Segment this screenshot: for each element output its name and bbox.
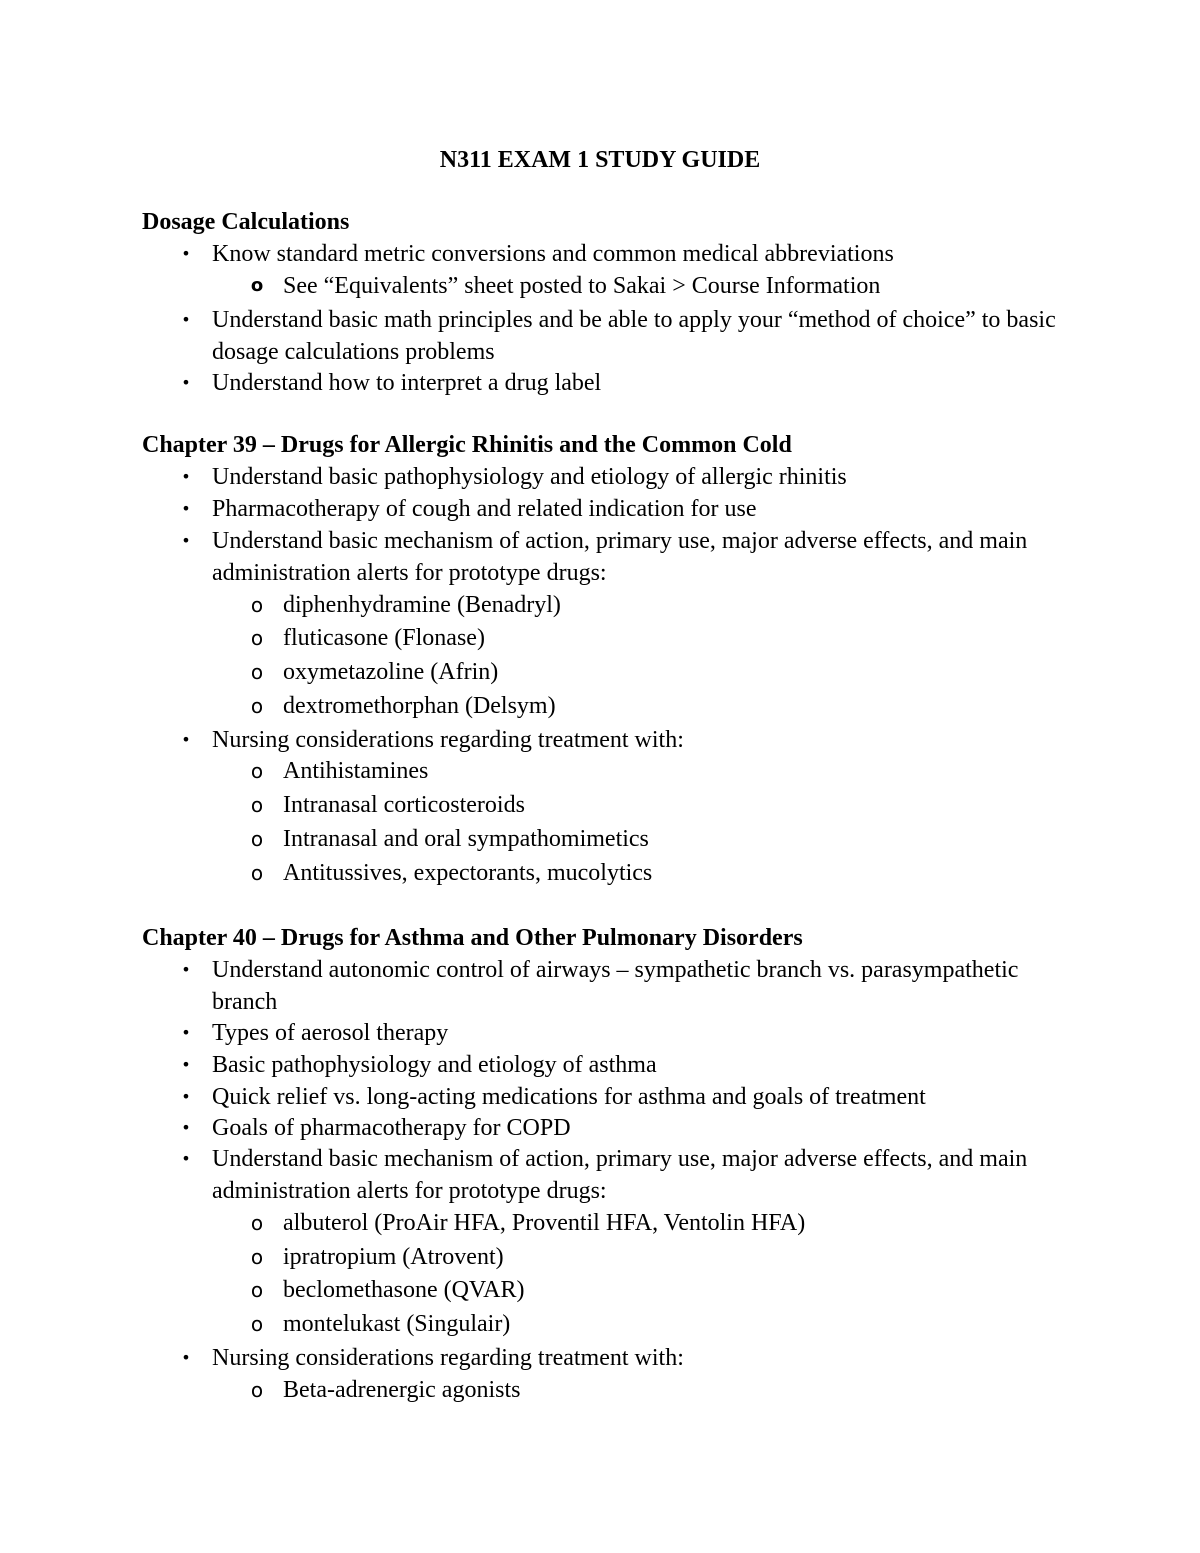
- sub-list-item-text: See “Equivalents” sheet posted to Sakai > Course Information: [283, 273, 881, 299]
- list-item: [181, 954, 1072, 1018]
- sub-bullet-icon: o: [250, 759, 264, 783]
- list-item-text: Understand basic pathophysiology and etiology of allergic rhinitis: [212, 464, 847, 490]
- sub-bullet-icon: o: [250, 1312, 264, 1336]
- sub-list-item-text: dextromethorphan (Delsym): [283, 693, 556, 719]
- sub-list-item: [250, 755, 1083, 787]
- bullet-icon: •: [181, 499, 191, 518]
- bullet-icon: •: [181, 1087, 191, 1106]
- sub-bullet-icon: o: [250, 1211, 264, 1235]
- list-item: [181, 1017, 1072, 1049]
- sub-list-item-text: Antitussives, expectorants, mucolytics: [283, 860, 653, 886]
- sub-list-item: [250, 589, 1083, 621]
- sub-list-item: [250, 1274, 1083, 1306]
- section-heading-dosage-calculations: Dosage Calculations: [142, 209, 350, 235]
- sub-list-item: [250, 1308, 1083, 1340]
- page-title: N311 EXAM 1 STUDY GUIDE: [439, 147, 761, 173]
- bullet-icon: •: [181, 960, 191, 979]
- sub-list-item-text: albuterol (ProAir HFA, Proventil HFA, Ventolin HFA): [283, 1210, 806, 1236]
- sub-list-item: [250, 1374, 1083, 1406]
- list-item: [181, 1049, 1072, 1081]
- sub-bullet-icon: o: [250, 793, 264, 817]
- sub-bullet-icon: o: [250, 827, 264, 851]
- sub-list-item: [250, 823, 1083, 855]
- sub-bullet-icon: o: [250, 626, 264, 650]
- sub-list-item-text: Antihistamines: [283, 758, 429, 784]
- list-item-text: Types of aerosol therapy: [212, 1020, 449, 1046]
- list-item-text: Quick relief vs. long-acting medications for asthma and goals of treatment: [212, 1084, 926, 1110]
- sub-list-item-text: Beta-adrenergic agonists: [283, 1377, 521, 1403]
- list-item: [181, 1081, 1072, 1113]
- list-item: [181, 238, 1072, 270]
- list-item: [181, 367, 1072, 399]
- sub-list-item-text: diphenhydramine (Benadryl): [283, 592, 561, 618]
- list-item-text: Basic pathophysiology and etiology of asthma: [212, 1052, 657, 1078]
- sub-bullet-icon: o: [250, 593, 264, 617]
- sub-list-item: [250, 690, 1083, 722]
- sub-list-item: [250, 1241, 1083, 1273]
- sub-bullet-icon: o: [250, 275, 264, 296]
- sub-bullet-icon: o: [250, 861, 264, 885]
- section-heading-chapter-40: Chapter 40 – Drugs for Asthma and Other Pulmonary Disorders: [142, 925, 803, 951]
- sub-list-item-text: fluticasone (Flonase): [283, 625, 485, 651]
- bullet-icon: •: [181, 1348, 191, 1367]
- list-item-text: Understand basic mechanism of action, primary use, major adverse effects, and main administration alerts for prototype drugs:: [212, 528, 1028, 586]
- list-item-text: Understand how to interpret a drug label: [212, 370, 602, 396]
- sub-list-item: [250, 857, 1083, 889]
- sub-bullet-icon: o: [250, 1278, 264, 1302]
- list-item-text: Nursing considerations regarding treatment with:: [212, 727, 684, 753]
- list-item-text: Nursing considerations regarding treatment with:: [212, 1345, 684, 1371]
- bullet-icon: •: [181, 730, 191, 749]
- sub-list-item-text: beclomethasone (QVAR): [283, 1277, 525, 1303]
- list-item: [181, 1342, 1072, 1374]
- sub-list-item: [250, 789, 1083, 821]
- bullet-icon: •: [181, 531, 191, 550]
- list-item: [181, 525, 1072, 589]
- list-item: [181, 304, 1072, 368]
- sub-list-item-text: montelukast (Singulair): [283, 1311, 511, 1337]
- list-item: [181, 724, 1072, 756]
- list-item-text: Pharmacotherapy of cough and related indication for use: [212, 496, 757, 522]
- list-item: [181, 461, 1072, 493]
- bullet-icon: •: [181, 373, 191, 392]
- sub-bullet-icon: o: [250, 1378, 264, 1402]
- bullet-icon: •: [181, 1118, 191, 1137]
- bullet-icon: •: [181, 1055, 191, 1074]
- list-item: [181, 1112, 1072, 1144]
- list-item-text: Goals of pharmacotherapy for COPD: [212, 1115, 571, 1141]
- list-item-text: Know standard metric conversions and common medical abbreviations: [212, 241, 894, 267]
- sub-list-item: [250, 1207, 1083, 1239]
- sub-bullet-icon: o: [250, 694, 264, 718]
- list-item-text: Understand autonomic control of airways – sympathetic branch vs. parasympathetic branch: [212, 957, 1019, 1015]
- list-item: [181, 493, 1072, 525]
- sub-list-item: [250, 270, 1083, 302]
- sub-bullet-icon: o: [250, 660, 264, 684]
- bullet-icon: •: [181, 1149, 191, 1168]
- list-item-text: Understand basic math principles and be able to apply your “method of choice” to basic dosage calculations problems: [212, 307, 1056, 365]
- list-item-text: Understand basic mechanism of action, primary use, major adverse effects, and main administration alerts for prototype drugs:: [212, 1146, 1028, 1204]
- section-heading-chapter-39: Chapter 39 – Drugs for Allergic Rhinitis and the Common Cold: [142, 432, 792, 458]
- sub-bullet-icon: o: [250, 1245, 264, 1269]
- bullet-icon: •: [181, 244, 191, 263]
- sub-list-item-text: oxymetazoline (Afrin): [283, 659, 499, 685]
- list-item: [181, 1143, 1072, 1207]
- bullet-icon: •: [181, 1023, 191, 1042]
- sub-list-item: [250, 656, 1083, 688]
- sub-list-item-text: Intranasal corticosteroids: [283, 792, 525, 818]
- bullet-icon: •: [181, 310, 191, 329]
- sub-list-item: [250, 622, 1083, 654]
- sub-list-item-text: ipratropium (Atrovent): [283, 1244, 504, 1270]
- sub-list-item-text: Intranasal and oral sympathomimetics: [283, 826, 649, 852]
- bullet-icon: •: [181, 467, 191, 486]
